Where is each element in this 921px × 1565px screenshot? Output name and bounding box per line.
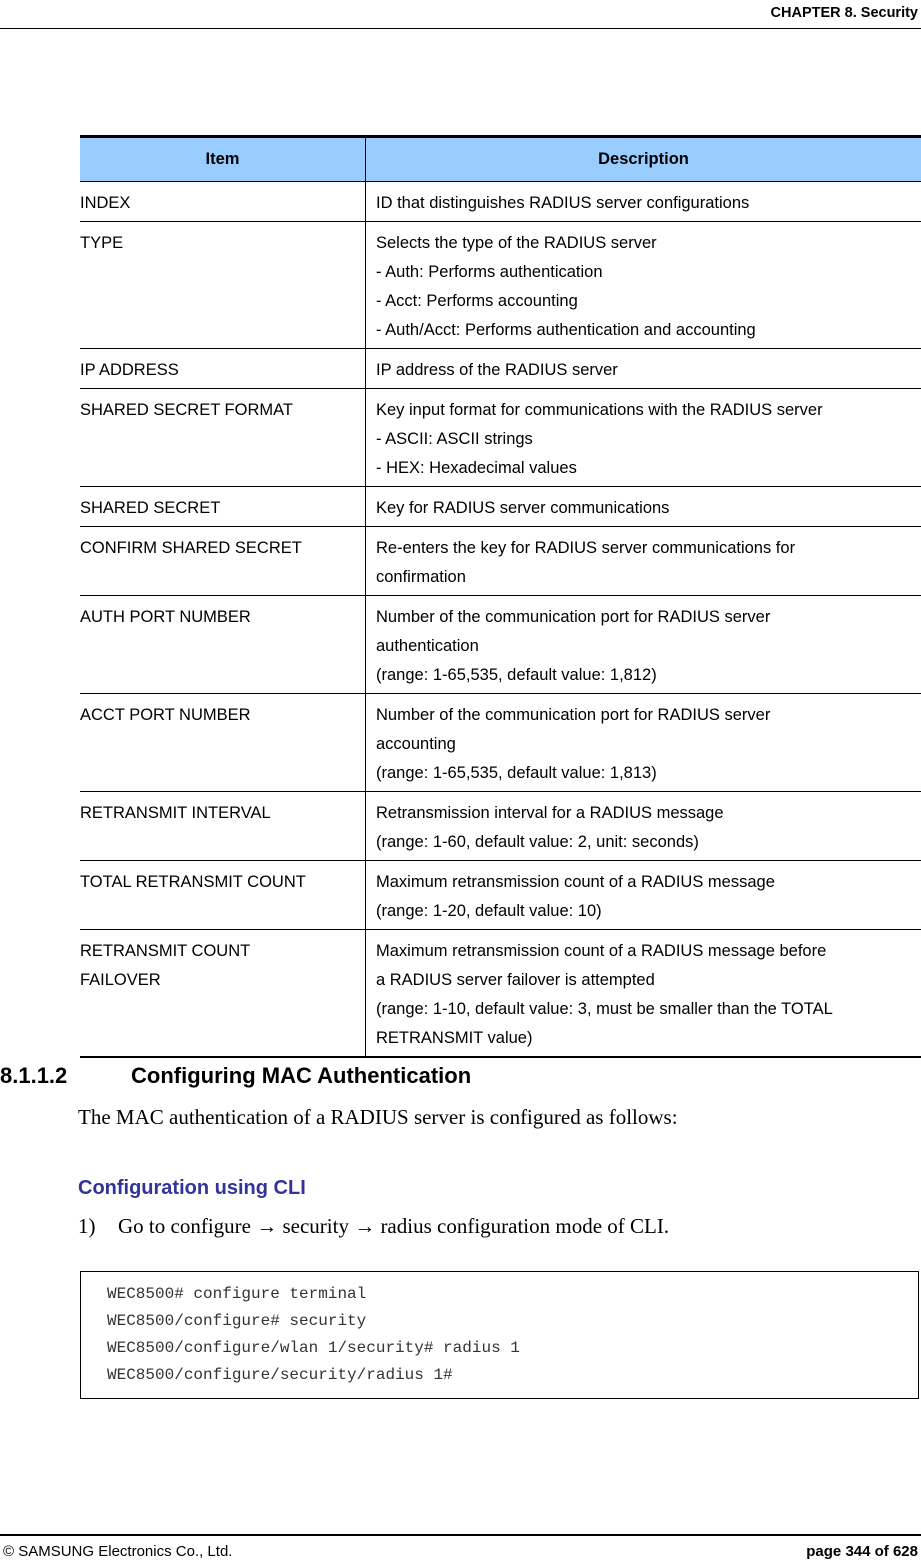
item-cell xyxy=(80,487,366,527)
item-label: RETRANSMIT INTERVAL xyxy=(80,804,271,822)
description-line: - Auth: Performs authentication xyxy=(376,263,603,281)
section-title: Configuring MAC Authentication xyxy=(131,1063,472,1088)
table-row xyxy=(80,861,921,930)
description-line: RETRANSMIT value) xyxy=(376,1029,533,1047)
item-label: FAILOVER xyxy=(80,971,161,989)
item-cell xyxy=(80,861,366,930)
code-line: WEC8500/configure/wlan 1/security# radius 1 xyxy=(107,1339,520,1357)
code-line: WEC8500/configure/security/radius 1# xyxy=(107,1366,453,1384)
section-number: 8.1.1.2 xyxy=(0,1063,68,1088)
table-header-row xyxy=(80,137,921,182)
table-row xyxy=(80,596,921,694)
item-cell xyxy=(80,222,366,349)
description-cell xyxy=(366,792,921,861)
footer-divider xyxy=(0,1534,921,1536)
description-line: accounting xyxy=(376,735,456,753)
description-line: (range: 1-10, default value: 3, must be smaller than the TOTAL xyxy=(376,1000,833,1018)
table-body xyxy=(80,182,921,1058)
radius-parameters-table xyxy=(80,135,921,1058)
table-row xyxy=(80,527,921,596)
table-row xyxy=(80,222,921,349)
item-label: SHARED SECRET FORMAT xyxy=(80,401,293,419)
description-line: - Acct: Performs accounting xyxy=(376,292,578,310)
description-line: confirmation xyxy=(376,568,466,586)
item-label: CONFIRM SHARED SECRET xyxy=(80,539,302,557)
table-row xyxy=(80,349,921,389)
item-cell xyxy=(80,596,366,694)
item-label: RETRANSMIT COUNT xyxy=(80,942,251,960)
item-cell xyxy=(80,694,366,792)
chapter-header: CHAPTER 8. Security xyxy=(770,5,918,21)
subheading-cli: Configuration using CLI xyxy=(78,1177,306,1199)
step-number: 1) xyxy=(78,1214,96,1238)
table-row xyxy=(80,182,921,222)
description-line: Number of the communication port for RADIUS server xyxy=(376,706,771,724)
step-1 xyxy=(78,1214,669,1239)
table-row xyxy=(80,487,921,527)
item-label: TOTAL RETRANSMIT COUNT xyxy=(80,873,306,891)
description-cell xyxy=(366,182,921,222)
item-cell xyxy=(80,389,366,487)
description-line: - HEX: Hexadecimal values xyxy=(376,459,577,477)
item-label: SHARED SECRET xyxy=(80,499,221,517)
item-label: AUTH PORT NUMBER xyxy=(80,608,251,626)
copyright-text: © SAMSUNG Electronics Co., Ltd. xyxy=(3,1543,233,1560)
table-row xyxy=(80,694,921,792)
column-header-description: Description xyxy=(366,137,921,182)
table-row xyxy=(80,792,921,861)
description-line: - Auth/Acct: Performs authentication and accounting xyxy=(376,321,756,339)
description-cell xyxy=(366,349,921,389)
description-line: ID that distinguishes RADIUS server configurations xyxy=(376,194,750,212)
item-label: TYPE xyxy=(80,234,124,252)
step-text: Go to configure → security → radius configuration mode of CLI. xyxy=(118,1214,670,1238)
section-intro: The MAC authentication of a RADIUS server is configured as follows: xyxy=(78,1105,678,1129)
item-cell xyxy=(80,930,366,1058)
description-line: Maximum retransmission count of a RADIUS message xyxy=(376,873,775,891)
item-label: INDEX xyxy=(80,194,131,212)
description-line: IP address of the RADIUS server xyxy=(376,361,618,379)
description-line: Maximum retransmission count of a RADIUS message before xyxy=(376,942,827,960)
description-cell xyxy=(366,596,921,694)
page-number: page 344 of 628 xyxy=(806,1543,918,1560)
description-cell xyxy=(366,487,921,527)
code-line: WEC8500/configure# security xyxy=(107,1312,367,1330)
description-cell xyxy=(366,861,921,930)
code-line: WEC8500# configure terminal xyxy=(107,1285,367,1303)
table-row xyxy=(80,389,921,487)
description-line: Selects the type of the RADIUS server xyxy=(376,234,657,252)
description-cell xyxy=(366,222,921,349)
description-line: Number of the communication port for RADIUS server xyxy=(376,608,771,626)
column-header-item: Item xyxy=(80,137,366,182)
description-line: (range: 1-20, default value: 10) xyxy=(376,902,602,920)
item-label: IP ADDRESS xyxy=(80,361,179,379)
description-line: Retransmission interval for a RADIUS message xyxy=(376,804,724,822)
item-cell xyxy=(80,792,366,861)
description-line: authentication xyxy=(376,637,479,655)
description-cell xyxy=(366,694,921,792)
item-cell xyxy=(80,349,366,389)
item-cell xyxy=(80,182,366,222)
item-label: ACCT PORT NUMBER xyxy=(80,706,251,724)
item-cell xyxy=(80,527,366,596)
description-line: Re-enters the key for RADIUS server communications for xyxy=(376,539,796,557)
description-line: Key input format for communications with the RADIUS server xyxy=(376,401,823,419)
description-line: (range: 1-65,535, default value: 1,812) xyxy=(376,666,657,684)
header-divider xyxy=(0,28,921,29)
description-line: (range: 1-60, default value: 2, unit: seconds) xyxy=(376,833,699,851)
description-line: - ASCII: ASCII strings xyxy=(376,430,533,448)
description-line: Key for RADIUS server communications xyxy=(376,499,670,517)
description-line: a RADIUS server failover is attempted xyxy=(376,971,655,989)
cli-code-block xyxy=(80,1271,919,1399)
description-cell xyxy=(366,930,921,1058)
table-row xyxy=(80,930,921,1058)
description-line: (range: 1-65,535, default value: 1,813) xyxy=(376,764,657,782)
description-cell xyxy=(366,389,921,487)
description-cell xyxy=(366,527,921,596)
